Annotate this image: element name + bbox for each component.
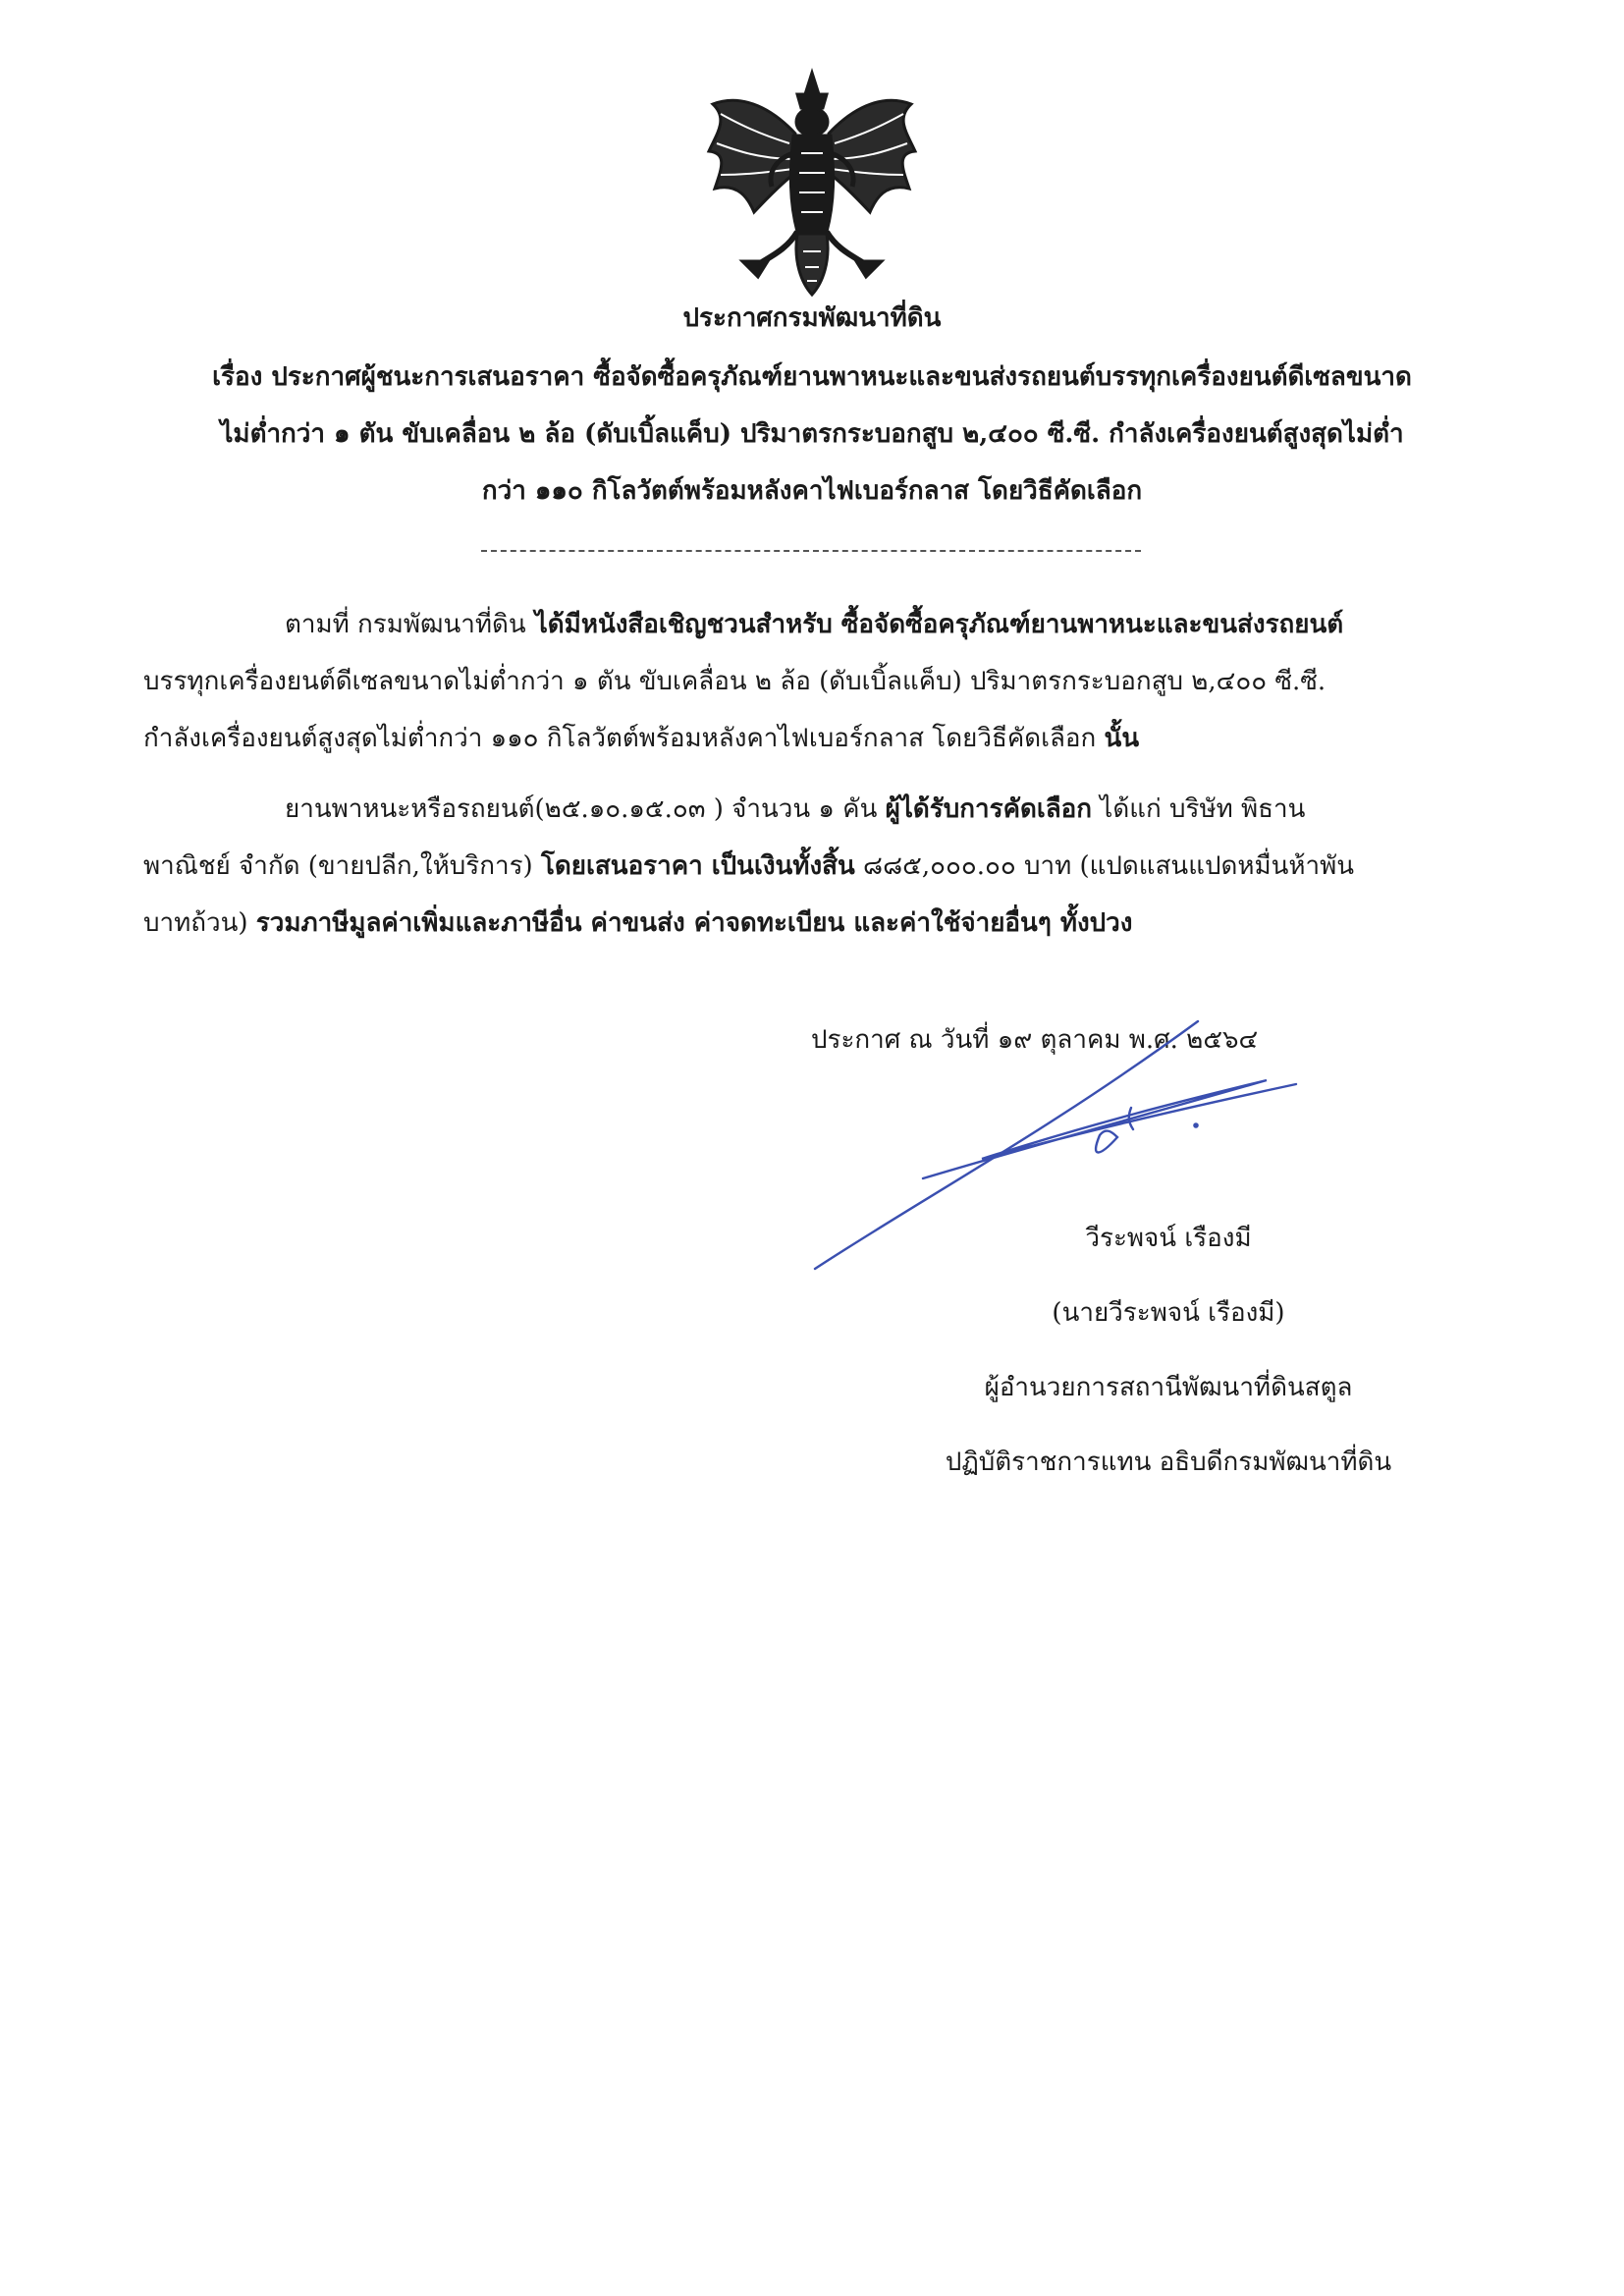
p2-line-2: พาณิชย์ จำกัด (ขายปลีก,ให้บริการ) โดยเสนอราคา เป็นเงินทั้งสิ้น ๘๘๕,๐๐๐.๐๐ บาท (แปดแสนแปดหมื่นห้าพัน (143, 851, 1355, 881)
p1-line-1: ตามที่ กรมพัฒนาที่ดิน ได้มีหนังสือเชิญชวนสำหรับ ซื้อจัดซื้อครุภัณฑ์ยานพาหนะและขนส่งรถยนต์ (285, 610, 1344, 639)
announcement-date: ประกาศ ณ วันที่ ๑๙ ตุลาคม พ.ศ. ๒๕๖๔ (811, 1025, 1259, 1055)
paragraph-2 (143, 786, 1439, 947)
separator-line (481, 550, 1141, 552)
subject-block (128, 354, 1496, 515)
p1-line-3: กำลังเครื่องยนต์สูงสุดไม่ต่ำกว่า ๑๑๐ กิโลวัตต์พร้อมหลังคาไฟเบอร์กลาส โดยวิธีคัดเลือก นั้น (143, 724, 1140, 753)
garuda-emblem-icon (699, 65, 925, 301)
signatory-full-name: (นายวีระพจน์ เรืองมี) (1052, 1298, 1285, 1328)
signatory-position: ผู้อำนวยการสถานีพัฒนาที่ดินสตูล (984, 1373, 1353, 1402)
signatory-name: วีระพจน์ เรืองมี (1085, 1224, 1252, 1253)
signatory-acting: ปฏิบัติราชการแทน อธิบดีกรมพัฒนาที่ดิน (945, 1448, 1392, 1477)
p2-line-3: บาทถ้วน) รวมภาษีมูลค่าเพิ่มและภาษีอื่น ค่าขนส่ง ค่าจดทะเบียน และค่าใช้จ่ายอื่นๆ ทั้งปวง (143, 908, 1133, 938)
subject-line-2: ไม่ต่ำกว่า ๑ ตัน ขับเคลื่อน ๒ ล้อ (ดับเบิ้ลแค็บ) ปริมาตรกระบอกสูบ ๒,๔๐๐ ซี.ซี. กำลังเครื่องยนต์สูงสุดไม่ต่ำ (220, 419, 1404, 449)
subject-line-3: กว่า ๑๑๐ กิโลวัตต์พร้อมหลังคาไฟเบอร์กลาส โดยวิธีคัดเลือก (481, 476, 1143, 506)
p1-line-2: บรรทุกเครื่องยนต์ดีเซลขนาดไม่ต่ำกว่า ๑ ตัน ขับเคลื่อน ๒ ล้อ (ดับเบิ้ลแค็บ) ปริมาตรกระบอกสูบ ๒,๔๐๐ ซี.ซี. (143, 667, 1326, 696)
paragraph-1 (143, 601, 1439, 762)
p2-line-1: ยานพาหนะหรือรถยนต์(๒๕.๑๐.๑๕.๐๓ ) จำนวน ๑ คัน ผู้ได้รับการคัดเลือก ได้แก่ บริษัท พิธาน (285, 794, 1306, 824)
agency-title: ประกาศกรมพัฒนาที่ดิน (682, 303, 942, 333)
subject-line-1: เรื่อง ประกาศผู้ชนะการเสนอราคา ซื้อจัดซื้อครุภัณฑ์ยานพาหนะและขนส่งรถยนต์บรรทุกเครื่องยนต์ดีเซลขนาด (212, 362, 1412, 392)
title-block (128, 295, 1496, 342)
signatory-block (864, 1214, 1473, 1487)
